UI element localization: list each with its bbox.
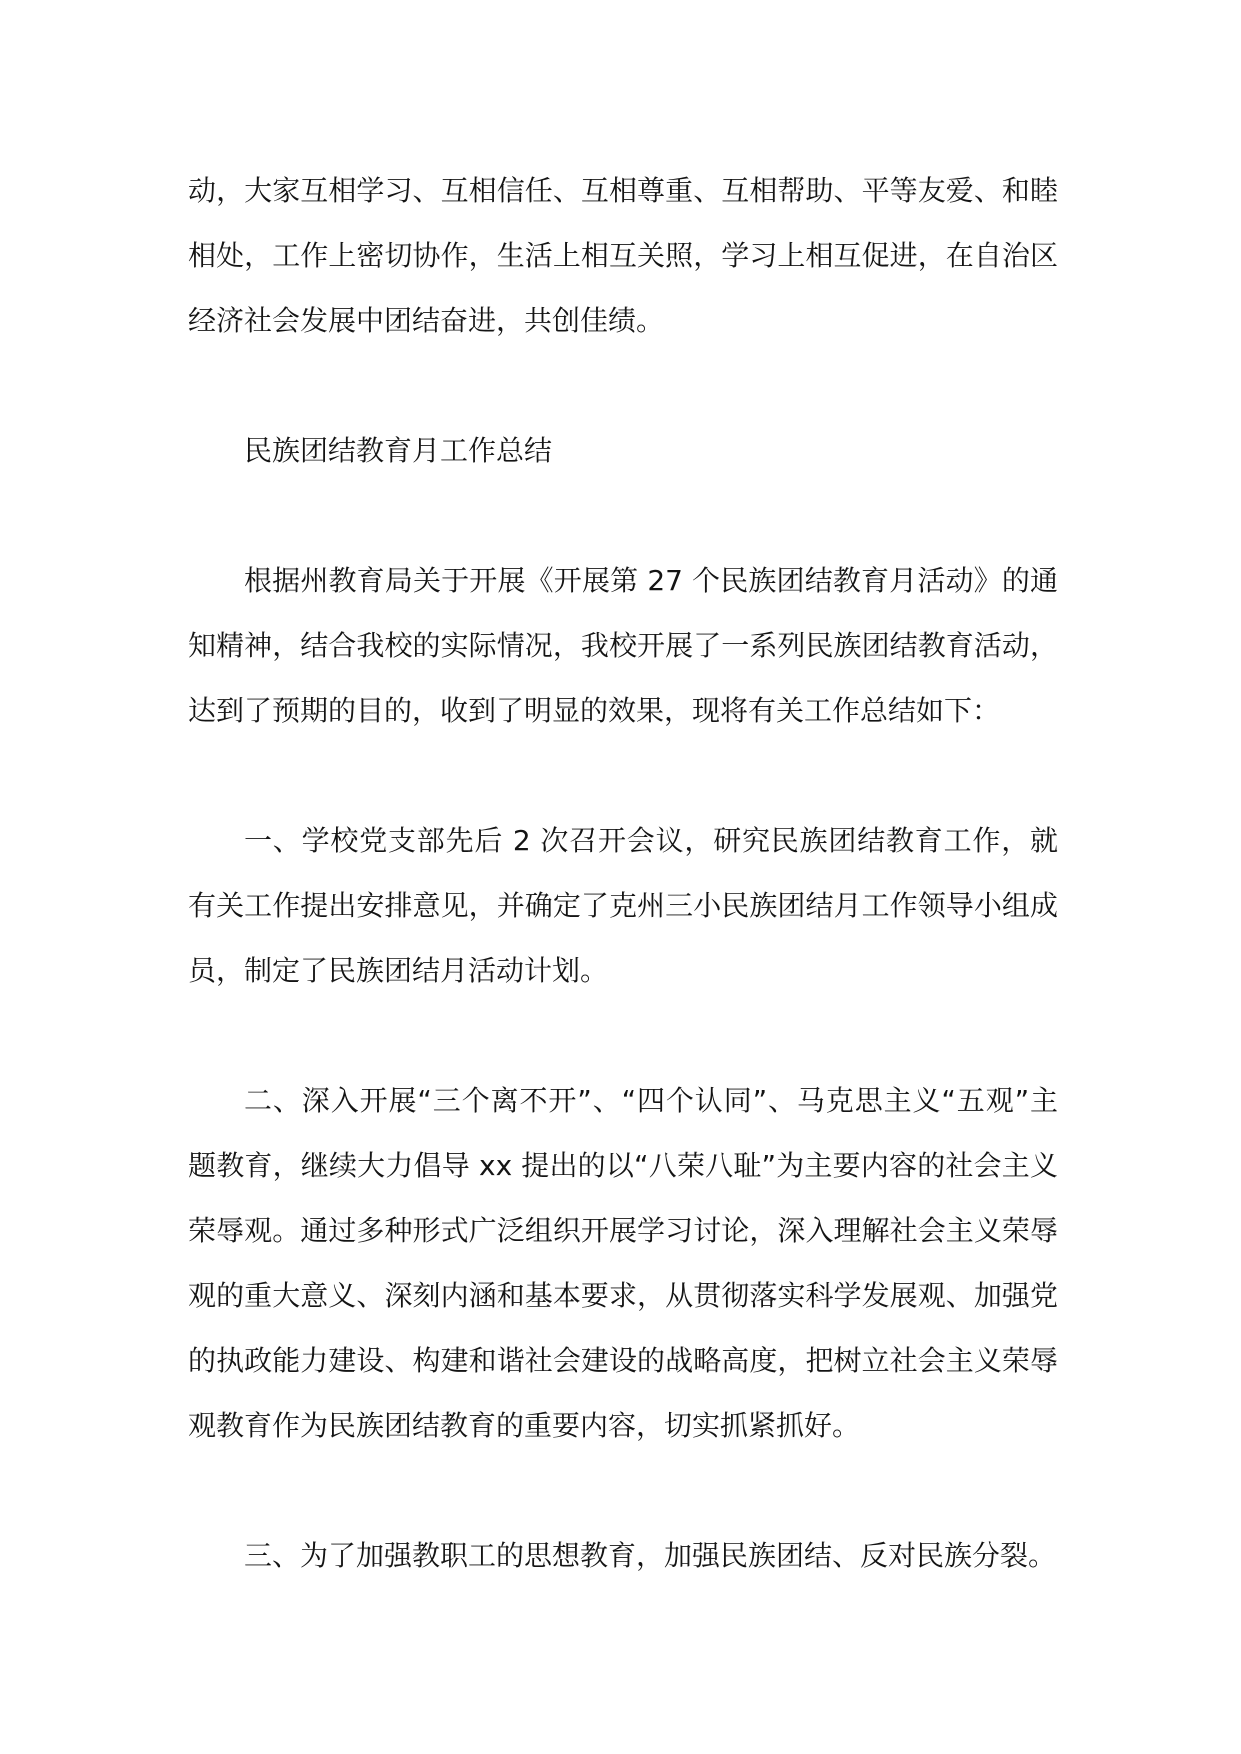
point-three-paragraph: 三、为了加强教职工的思想教育，加强民族团结、反对民族分裂。 [244,1539,1057,1572]
section-title: 民族团结教育月工作总结 [244,434,553,467]
intro-paragraph: 动，大家互相学习、互相信任、互相尊重、互相帮助、平等友爱、和睦相处，工作上密切协作，生活上相互关照，学习上相互促进，在自治区经济社会发展中团结奋进，共创佳绩。 [188,174,1058,337]
point-two-paragraph: 二、深入开展“三个离不开”、“四个认同”、马克思主义“五观”主题教育，继续大力倡导 xx 提出的以“八荣八耻”为主要内容的社会主义荣辱观。通过多种形式广泛组织开展学习讨论，深入理解社会主义荣辱观的重大意义、深刻内涵和基本要求，从贯彻落实科学发展观、加强党的执政能力建设、构建和谐社会建设的战略高度，把树立社会主义荣辱观教育作为民族团结教育的重要内容，切实抓紧抓好。 [188,1084,1058,1442]
document-body [188,158,1058,1588]
point-one-paragraph: 一、学校党支部先后 2 次召开会议，研究民族团结教育工作，就有关工作提出安排意见，并确定了克州三小民族团结月工作领导小组成员，制定了民族团结月活动计划。 [188,824,1058,987]
opening-paragraph: 根据州教育局关于开展《开展第 27 个民族团结教育月活动》的通知精神，结合我校的实际情况，我校开展了一系列民族团结教育活动，达到了预期的目的，收到了明显的效果，现将有关工作总结如下： [188,564,1058,727]
